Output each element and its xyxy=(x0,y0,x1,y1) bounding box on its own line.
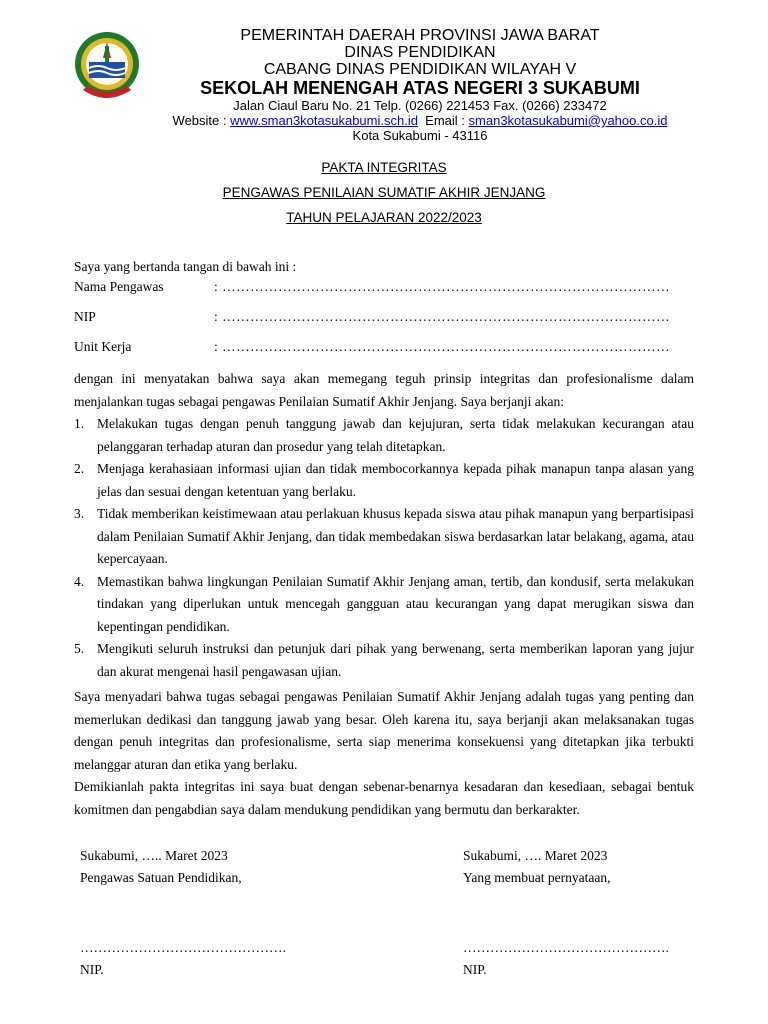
signature-block-left xyxy=(80,845,286,981)
field-value: : …………………………………………………………………………………… xyxy=(214,339,671,354)
identity-fields xyxy=(74,279,694,369)
list-number: 1. xyxy=(74,416,85,431)
field-value: : …………………………………………………………………………………… xyxy=(214,309,671,324)
list-item xyxy=(74,571,694,639)
signature-place-date: Sukabumi, ….. Maret 2023 xyxy=(80,848,228,863)
paragraph-3: Demikianlah pakta integritas ini saya buat dengan sebenar-benarnya kesadaran dan kesediaan, sebagai bentuk komitmen dan pengabdian saya dalam mendukung pendidikan yang bermutu dan berkarakter. xyxy=(74,779,694,817)
field-value: : …………………………………………………………………………………… xyxy=(214,279,671,294)
letterhead-line1: PEMERINTAH DAERAH PROVINSI JAWA BARAT xyxy=(240,27,600,44)
title-3-text: TAHUN PELAJARAN 2022/2023 xyxy=(286,210,482,225)
signature-nip: NIP. xyxy=(80,962,104,977)
school-name: SEKOLAH MENENGAH ATAS NEGERI 3 SUKABUMI xyxy=(200,78,640,98)
letterhead-line3: CABANG DINAS PENDIDIKAN WILAYAH V xyxy=(263,61,577,78)
field-label: Unit Kerja xyxy=(74,339,132,354)
signature-line: ………………………………………. xyxy=(80,940,286,955)
website-link[interactable]: www.sman3kotasukabumi.sch.id xyxy=(230,113,418,128)
list-text: Memastikan bahwa lingkungan Penilaian Sumatif Akhir Jenjang aman, tertib, dan kondusif, serta melakukan tindakan yang diperlukan untuk mencegah gangguan atau kecurangan yang dapat merugikan siswa dan kepentingan pendidikan. xyxy=(97,573,694,634)
list-item xyxy=(74,413,694,458)
signature-role: Yang membuat pernyataan, xyxy=(463,870,611,885)
school-city: Kota Sukabumi - 43116 xyxy=(352,128,488,143)
list-number: 5. xyxy=(74,641,85,656)
list-number: 3. xyxy=(74,506,85,521)
contact-line xyxy=(120,113,720,128)
paragraph-1: dengan ini menyatakan bahwa saya akan memegang teguh prinsip integritas dan profesionalisme dalam menjalankan tugas sebagai pengawas Penilaian Sumatif Akhir Jenjang. Saya berjanji akan: xyxy=(74,371,694,409)
field-nip xyxy=(74,309,694,339)
field-nama-pengawas xyxy=(74,279,694,309)
list-item xyxy=(74,458,694,503)
letterhead-line2: DINAS PENDIDIKAN xyxy=(344,44,496,61)
website-label: Website : xyxy=(172,113,231,128)
list-text: Menjaga kerahasiaan informasi ujian dan tidak membocorkannya kepada pihak manapun tanpa alasan yang jelas dan sesuai dengan ketentuan yang berlaku. xyxy=(97,461,694,499)
list-text: Melakukan tugas dengan penuh tanggung jawab dan kejujuran, serta tidak melakukan kecurangan atau pelanggaran terhadap aturan dan prosedur yang telah ditetapkan. xyxy=(97,416,694,454)
letterhead xyxy=(120,27,720,143)
email-link[interactable]: sman3kotasukabumi@yahoo.co.id xyxy=(468,113,668,128)
list-text: Mengikuti seluruh instruksi dan petunjuk dari pihak yang berwenang, serta memberikan laporan yang jujur dan akurat mengenai hasil pengawasan ujian. xyxy=(97,641,694,679)
list-text: Tidak memberikan keistimewaan atau perlakuan khusus kepada siswa atau pihak manapun yang berpartisipasi dalam Penilaian Sumatif Akhir Jenjang, dan tidak membedakan siswa berdasarkan latar belakang, agama, atau kepercayaan. xyxy=(97,506,694,566)
email-label: Email : xyxy=(417,113,469,128)
signature-role: Pengawas Satuan Pendidikan, xyxy=(80,870,242,885)
title-2-text: PENGAWAS PENILAIAN SUMATIF AKHIR JENJANG xyxy=(222,185,546,200)
title-1-text: PAKTA INTEGRITAS xyxy=(321,160,447,175)
list-item xyxy=(74,638,694,683)
signature-nip: NIP. xyxy=(463,962,487,977)
commitment-list xyxy=(74,413,694,683)
field-label: Nama Pengawas xyxy=(74,279,164,294)
field-label: NIP xyxy=(74,309,96,324)
list-number: 4. xyxy=(74,573,85,589)
list-number: 2. xyxy=(74,461,85,476)
school-address: Jalan Ciaul Baru No. 21 Telp. (0266) 221453 Fax. (0266) 233472 xyxy=(233,98,607,113)
title-3 xyxy=(0,210,768,225)
signature-place-date: Sukabumi, …. Maret 2023 xyxy=(463,848,608,863)
title-1 xyxy=(0,160,768,175)
paragraph-2: Saya menyadari bahwa tugas sebagai pengawas Penilaian Sumatif Akhir Jenjang adalah tugas yang penting dan memerlukan dedikasi dan tanggung jawab yang besar. Oleh karena itu, saya berjanji akan melaksanakan tugas dengan penuh integritas dan profesionalisme, serta siap menerima konsekuensi yang ditetapkan jika terbukti melanggar aturan dan etika yang berlaku. xyxy=(74,689,694,772)
list-item xyxy=(74,503,694,571)
field-unit-kerja xyxy=(74,339,694,369)
signature-line: ………………………………………. xyxy=(463,940,669,955)
intro-text: Saya yang bertanda tangan di bawah ini : xyxy=(74,259,297,274)
title-2 xyxy=(0,185,768,200)
signature-block-right xyxy=(463,845,669,981)
